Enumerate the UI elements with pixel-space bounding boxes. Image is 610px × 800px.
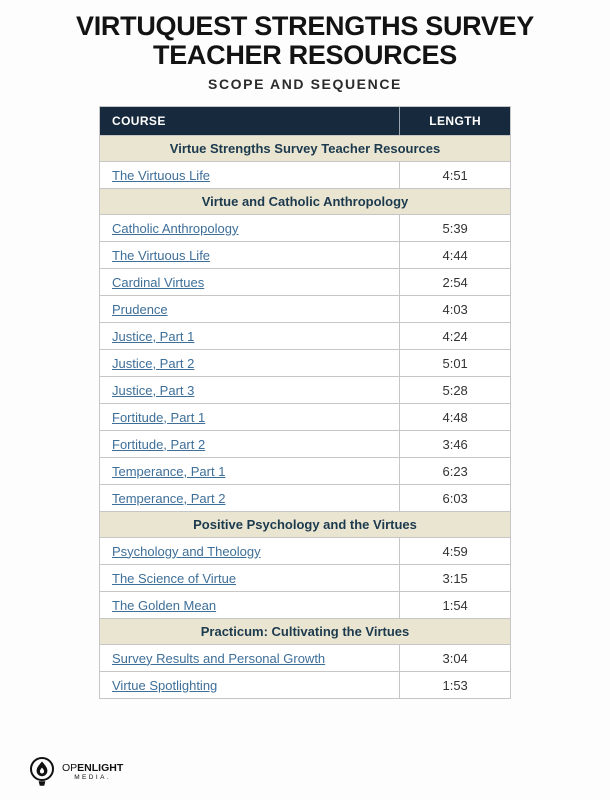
course-cell <box>100 592 399 618</box>
length-cell: 3:15 <box>399 565 510 591</box>
course-row <box>100 241 510 268</box>
section-header-row: Virtue and Catholic Anthropology <box>100 188 510 214</box>
openlight-media-logo <box>28 756 123 788</box>
length-cell: 2:54 <box>399 269 510 295</box>
course-link[interactable]: Justice, Part 3 <box>112 382 195 398</box>
course-link[interactable]: Catholic Anthropology <box>112 220 239 236</box>
course-row <box>100 214 510 241</box>
course-cell <box>100 323 399 349</box>
section-header-row: Positive Psychology and the Virtues <box>100 511 510 537</box>
section-header-row: Virtue Strengths Survey Teacher Resources <box>100 135 510 161</box>
logo-wordmark-bold: ENLIGHT <box>77 761 124 774</box>
course-link[interactable]: Psychology and Theology <box>112 543 261 559</box>
course-link[interactable]: The Virtuous Life <box>112 247 211 263</box>
course-cell <box>100 215 399 241</box>
table-body <box>100 135 510 698</box>
scope-sequence-table <box>99 106 511 699</box>
course-link[interactable]: The Virtuous Life <box>112 167 211 183</box>
course-cell <box>100 269 399 295</box>
course-link[interactable]: Justice, Part 1 <box>112 328 195 344</box>
length-cell: 6:03 <box>399 485 510 511</box>
page-title-line1: VIRTUQUEST STRENGTHS SURVEY <box>76 11 534 41</box>
length-cell: 4:51 <box>399 162 510 188</box>
course-link[interactable]: Fortitude, Part 2 <box>112 436 206 452</box>
length-cell: 5:28 <box>399 377 510 403</box>
length-column-header: LENGTH <box>399 107 510 135</box>
length-cell: 4:03 <box>399 296 510 322</box>
course-link[interactable]: Fortitude, Part 1 <box>112 409 206 425</box>
length-cell: 4:44 <box>399 242 510 268</box>
length-cell: 5:01 <box>399 350 510 376</box>
length-cell: 1:53 <box>399 672 510 698</box>
course-column-header: COURSE <box>112 114 166 128</box>
course-cell <box>100 431 399 457</box>
course-row <box>100 161 510 188</box>
course-cell <box>100 458 399 484</box>
length-cell: 4:24 <box>399 323 510 349</box>
logo-subtext: MEDIA. <box>74 774 112 781</box>
course-cell <box>100 645 399 671</box>
logo-wordmark-light: OP <box>62 761 78 774</box>
section-header-row: Practicum: Cultivating the Virtues <box>100 618 510 644</box>
course-cell <box>100 162 399 188</box>
title-block <box>0 0 610 92</box>
course-row <box>100 644 510 671</box>
course-row <box>100 295 510 322</box>
page-title-line2: TEACHER RESOURCES <box>153 40 457 70</box>
course-row <box>100 430 510 457</box>
course-cell <box>100 672 399 698</box>
course-cell <box>100 538 399 564</box>
course-row <box>100 376 510 403</box>
course-cell <box>100 377 399 403</box>
course-link[interactable]: Temperance, Part 2 <box>112 490 226 506</box>
course-link[interactable]: Prudence <box>112 301 168 317</box>
table-header-row <box>100 107 510 135</box>
course-row <box>100 403 510 430</box>
course-link[interactable]: Survey Results and Personal Growth <box>112 650 326 666</box>
course-row <box>100 268 510 295</box>
course-link[interactable]: Justice, Part 2 <box>112 355 195 371</box>
course-link[interactable]: Virtue Spotlighting <box>112 677 218 693</box>
course-row <box>100 564 510 591</box>
course-row <box>100 349 510 376</box>
length-cell: 4:48 <box>399 404 510 430</box>
course-row <box>100 484 510 511</box>
course-row <box>100 322 510 349</box>
course-row <box>100 537 510 564</box>
course-row <box>100 457 510 484</box>
flame-torch-icon <box>28 756 56 788</box>
course-cell <box>100 350 399 376</box>
length-cell: 5:39 <box>399 215 510 241</box>
logo-wordmark <box>62 763 123 774</box>
length-cell: 1:54 <box>399 592 510 618</box>
length-cell: 4:59 <box>399 538 510 564</box>
logo-text <box>62 763 123 782</box>
length-cell: 3:04 <box>399 645 510 671</box>
length-cell: 3:46 <box>399 431 510 457</box>
course-cell <box>100 565 399 591</box>
length-cell: 6:23 <box>399 458 510 484</box>
course-cell <box>100 296 399 322</box>
course-cell <box>100 242 399 268</box>
course-cell <box>100 485 399 511</box>
course-link[interactable]: Temperance, Part 1 <box>112 463 226 479</box>
course-link[interactable]: The Golden Mean <box>112 597 217 613</box>
page-subtitle: SCOPE AND SEQUENCE <box>208 76 402 92</box>
course-row <box>100 591 510 618</box>
course-link[interactable]: The Science of Virtue <box>112 570 237 586</box>
course-cell <box>100 404 399 430</box>
course-row <box>100 671 510 698</box>
course-link[interactable]: Cardinal Virtues <box>112 274 205 290</box>
